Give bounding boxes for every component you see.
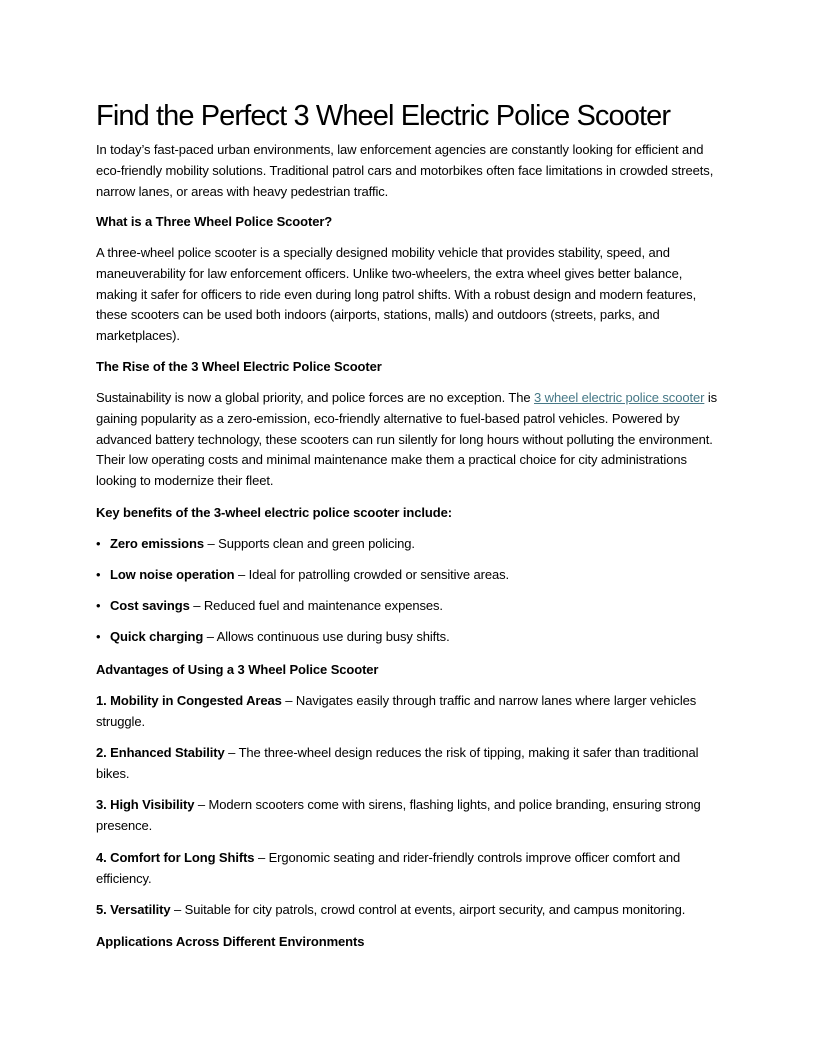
benefit-term: Cost savings [110, 598, 190, 613]
advantage-desc: – Modern scooters come with sirens, flashing lights, and police branding, ensuring strong presence. [96, 797, 701, 833]
benefit-term: Zero emissions [110, 536, 204, 551]
benefits-heading: Key benefits of the 3-wheel electric police scooter include: [96, 505, 452, 520]
list-item [96, 795, 724, 837]
advantage-desc: – Navigates easily through traffic and narrow lanes where larger vehicles struggle. [96, 693, 697, 729]
page-title: Find the Perfect 3 Wheel Electric Police Scooter [96, 100, 671, 132]
intro-paragraph: In today’s fast-paced urban environments, law enforcement agencies are constantly looking for efficient and eco-friendly mobility solutions. Traditional patrol cars and motorbikes often face limitations in crowded streets, narrow lanes, or areas with heavy pedestrian traffic. [96, 142, 714, 199]
bullet-icon: • [96, 629, 101, 644]
advantage-term: 5. Versatility [96, 902, 171, 917]
list-item [96, 900, 724, 921]
benefit-term: Low noise operation [110, 567, 235, 582]
advantage-term: 4. Comfort for Long Shifts [96, 850, 255, 865]
advantage-desc: – The three-wheel design reduces the risk of tipping, making it safer than traditional bikes. [96, 745, 699, 781]
electric-police-scooter-link[interactable]: 3 wheel electric police scooter [534, 390, 705, 405]
list-item [96, 534, 724, 555]
list-item [96, 627, 724, 648]
advantage-desc: – Suitable for city patrols, crowd control at events, airport security, and campus monitoring. [170, 902, 686, 917]
advantage-desc: – Ergonomic seating and rider-friendly controls improve officer comfort and efficiency. [96, 850, 681, 886]
section-paragraph-rise [96, 388, 724, 492]
list-item [96, 848, 724, 890]
applications-heading: Applications Across Different Environments [96, 934, 365, 949]
section-paragraph-what-is: A three-wheel police scooter is a specially designed mobility vehicle that provides stability, speed, and maneuverability for law enforcement officers. Unlike two-wheelers, the extra wheel gives better balance, making it safer for officers to ride even during long patrol shifts. With a robust design and modern features, these scooters can be used both indoors (airports, stations, malls) and outdoors (streets, parks, and marketplaces). [96, 245, 697, 344]
benefit-desc: – Ideal for patrolling crowded or sensitive areas. [234, 567, 510, 582]
rise-text-before: Sustainability is now a global priority, and police forces are no exception. The [96, 390, 535, 405]
list-item [96, 565, 724, 586]
section-heading-rise: The Rise of the 3 Wheel Electric Police Scooter [96, 359, 382, 374]
benefit-term: Quick charging [110, 629, 204, 644]
bullet-icon: • [96, 598, 101, 613]
advantage-term: 1. Mobility in Congested Areas [96, 693, 282, 708]
benefit-desc: – Supports clean and green policing. [203, 536, 415, 551]
benefit-desc: – Allows continuous use during busy shifts. [203, 629, 450, 644]
bullet-icon: • [96, 567, 101, 582]
list-item [96, 596, 724, 617]
list-item [96, 743, 724, 785]
benefit-desc: – Reduced fuel and maintenance expenses. [189, 598, 443, 613]
bullet-icon: • [96, 536, 101, 551]
advantage-term: 3. High Visibility [96, 797, 195, 812]
advantages-heading: Advantages of Using a 3 Wheel Police Scooter [96, 662, 379, 677]
section-heading-what-is: What is a Three Wheel Police Scooter? [96, 214, 333, 229]
list-item [96, 691, 724, 733]
rise-text-after: is gaining popularity as a zero-emission, eco-friendly alternative to fuel-based patrol vehicles. Powered by advanced battery technology, these scooters can run silently for long hours without polluting the environment. Their low operating costs and minimal maintenance make them a practical choice for city administrations looking to modernize their fleet. [96, 390, 718, 489]
advantage-term: 2. Enhanced Stability [96, 745, 225, 760]
